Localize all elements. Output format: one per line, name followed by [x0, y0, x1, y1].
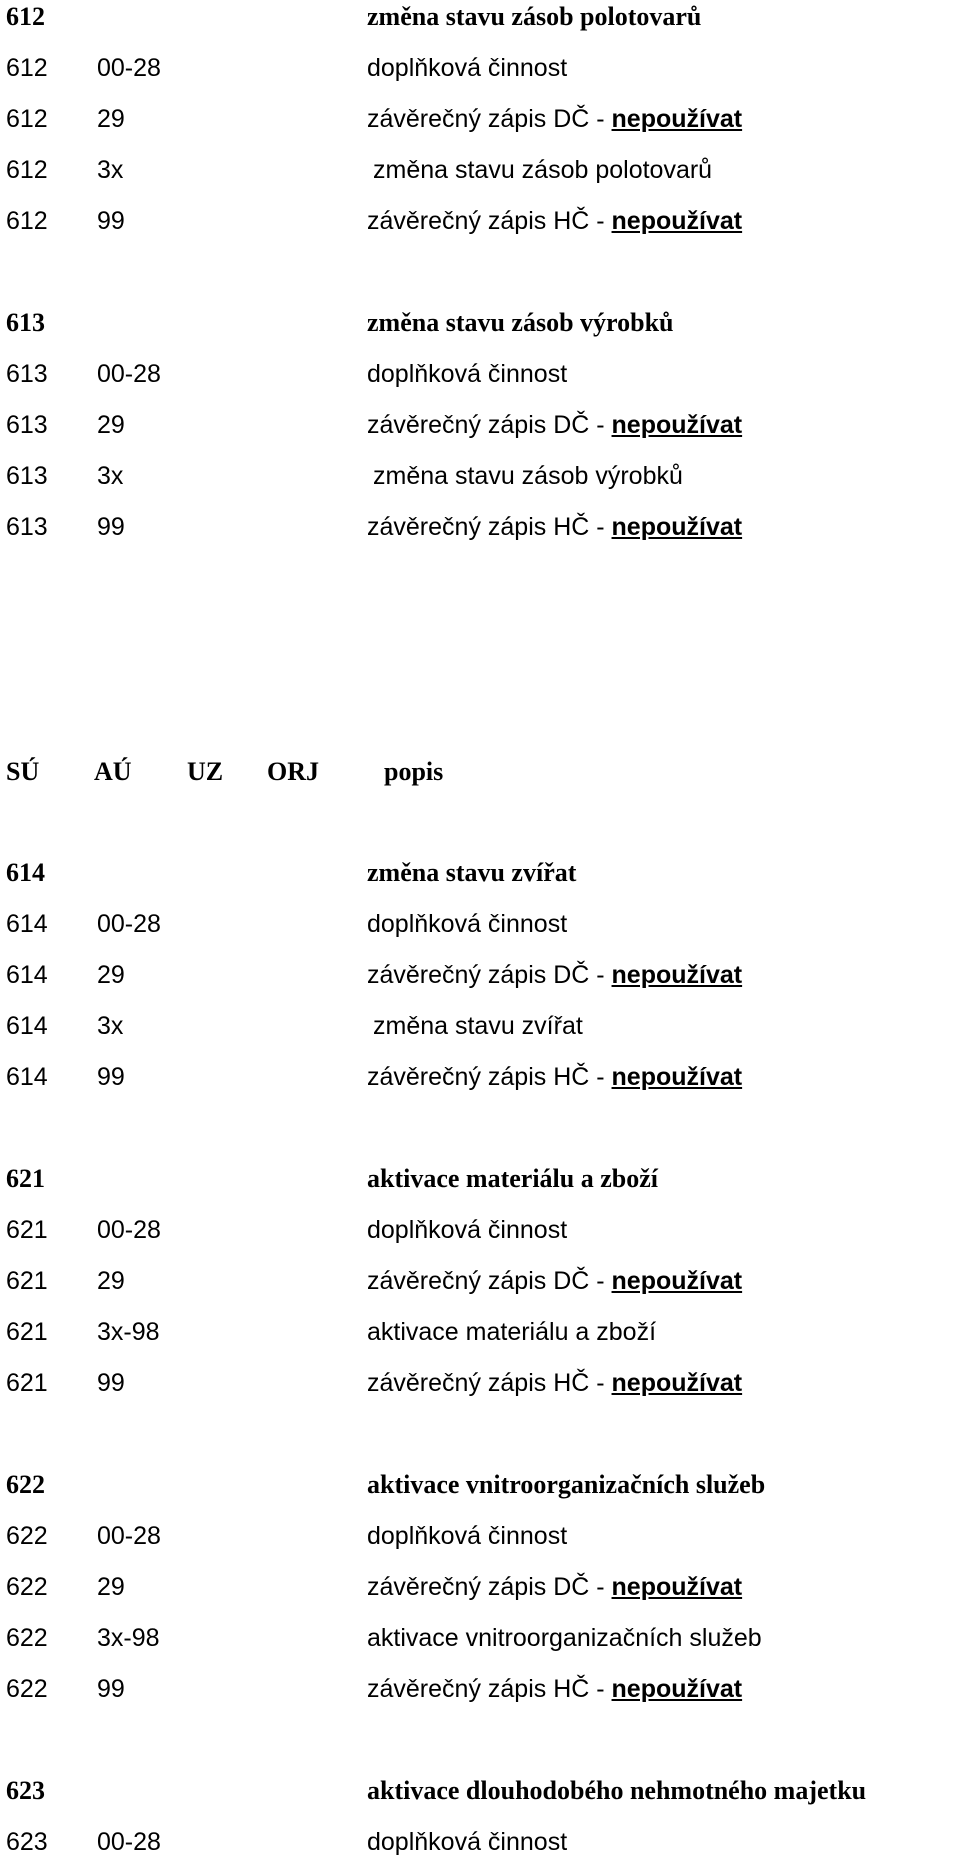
- description: [367, 201, 742, 241]
- description: doplňková činnost: [367, 1216, 568, 1244]
- account-number: 622: [6, 1470, 45, 1499]
- account-number: 613: [6, 360, 48, 388]
- account-number: 613: [6, 513, 48, 541]
- account-number: 621: [6, 1216, 48, 1244]
- account-number: 612: [6, 2, 45, 31]
- account-number: 622: [6, 1675, 48, 1703]
- table-row: [0, 99, 960, 139]
- account-number: 613: [6, 308, 45, 337]
- table-row: [0, 904, 960, 944]
- description: [367, 955, 742, 995]
- header-popis: popis: [384, 757, 444, 786]
- account-number: 614: [6, 1063, 48, 1091]
- description-text: závěrečný zápis HČ -: [367, 207, 605, 235]
- table-row: [0, 1261, 960, 1301]
- analytic-code: 00-28: [97, 1216, 161, 1244]
- group-title-row-621: [0, 1159, 960, 1199]
- description-text: závěrečný zápis DČ -: [367, 105, 605, 133]
- warning-label: nepoužívat: [611, 1675, 743, 1703]
- table-header: [0, 752, 960, 792]
- group-title-row-613: [0, 303, 960, 343]
- table-row: [0, 507, 960, 547]
- account-number: 622: [6, 1522, 48, 1550]
- account-number: 623: [6, 1776, 45, 1805]
- analytic-code: 3x: [97, 462, 124, 490]
- analytic-code: 99: [97, 1369, 125, 1397]
- description-text: závěrečný zápis DČ -: [367, 1573, 605, 1601]
- description: změna stavu zásob polotovarů: [373, 156, 713, 184]
- analytic-code: 99: [97, 513, 125, 541]
- description-text: závěrečný zápis DČ -: [367, 1267, 605, 1295]
- description: [367, 1261, 742, 1301]
- account-number: 614: [6, 1012, 48, 1040]
- group-title-row-614: [0, 853, 960, 893]
- description: změna stavu zásob výrobků: [373, 462, 683, 490]
- analytic-code: 99: [97, 1063, 125, 1091]
- description: doplňková činnost: [367, 910, 568, 938]
- group-title-row-612: [0, 0, 960, 37]
- description: [367, 1567, 742, 1607]
- table-row: [0, 1363, 960, 1403]
- table-row: [0, 1057, 960, 1097]
- analytic-code: 00-28: [97, 1522, 161, 1550]
- header-au: AÚ: [94, 757, 132, 786]
- description: doplňková činnost: [367, 1828, 568, 1856]
- description: [367, 1363, 742, 1403]
- account-number: 614: [6, 910, 48, 938]
- account-number: 612: [6, 207, 48, 235]
- description-text: závěrečný zápis HČ -: [367, 1369, 605, 1397]
- description: aktivace materiálu a zboží: [367, 1318, 657, 1346]
- account-number: 614: [6, 858, 45, 887]
- warning-label: nepoužívat: [611, 513, 743, 541]
- table-row: [0, 456, 960, 496]
- description-text: závěrečný zápis HČ -: [367, 513, 605, 541]
- description-text: závěrečný zápis HČ -: [367, 1675, 605, 1703]
- description: doplňková činnost: [367, 1522, 568, 1550]
- header-orj: ORJ: [267, 757, 319, 786]
- analytic-code: 29: [97, 961, 125, 989]
- analytic-code: 99: [97, 207, 125, 235]
- analytic-code: 3x-98: [97, 1318, 160, 1346]
- group-title: aktivace vnitroorganizačních služeb: [367, 1470, 766, 1499]
- account-number: 621: [6, 1318, 48, 1346]
- warning-label: nepoužívat: [611, 961, 743, 989]
- description: [367, 1057, 742, 1097]
- warning-label: nepoužívat: [611, 1573, 743, 1601]
- account-number: 613: [6, 462, 48, 490]
- account-number: 612: [6, 105, 48, 133]
- table-row: [0, 48, 960, 88]
- table-row: [0, 1669, 960, 1709]
- table-row: [0, 201, 960, 241]
- table-row: [0, 1210, 960, 1250]
- table-row: [0, 354, 960, 394]
- analytic-code: 29: [97, 1573, 125, 1601]
- warning-label: nepoužívat: [611, 411, 743, 439]
- analytic-code: 3x: [97, 1012, 124, 1040]
- account-number: 612: [6, 54, 48, 82]
- analytic-code: 00-28: [97, 910, 161, 938]
- table-row: [0, 405, 960, 445]
- account-number: 614: [6, 961, 48, 989]
- table-row: [0, 1006, 960, 1046]
- description-text: závěrečný zápis HČ -: [367, 1063, 605, 1091]
- analytic-code: 00-28: [97, 54, 161, 82]
- description: [367, 507, 742, 547]
- description: aktivace vnitroorganizačních služeb: [367, 1624, 762, 1652]
- table-row: [0, 1822, 960, 1862]
- account-number: 623: [6, 1828, 48, 1856]
- description: změna stavu zvířat: [373, 1012, 583, 1040]
- analytic-code: 00-28: [97, 360, 161, 388]
- header-su: SÚ: [6, 757, 40, 786]
- analytic-code: 29: [97, 1267, 125, 1295]
- table-row: [0, 1516, 960, 1556]
- table-row: [0, 955, 960, 995]
- group-title: aktivace dlouhodobého nehmotného majetku: [367, 1776, 867, 1805]
- warning-label: nepoužívat: [611, 1267, 743, 1295]
- group-title: změna stavu zásob polotovarů: [367, 2, 702, 31]
- account-number: 622: [6, 1573, 48, 1601]
- group-title: změna stavu zásob výrobků: [367, 308, 674, 337]
- group-title: změna stavu zvířat: [367, 858, 577, 887]
- account-number: 622: [6, 1624, 48, 1652]
- account-number: 613: [6, 411, 48, 439]
- table-row: [0, 150, 960, 190]
- warning-label: nepoužívat: [611, 1063, 743, 1091]
- account-number: 621: [6, 1267, 48, 1295]
- description-text: závěrečný zápis DČ -: [367, 961, 605, 989]
- analytic-code: 99: [97, 1675, 125, 1703]
- analytic-code: 3x: [97, 156, 124, 184]
- group-title: aktivace materiálu a zboží: [367, 1164, 658, 1193]
- group-title-row-623: [0, 1771, 960, 1811]
- header-uz: UZ: [187, 757, 224, 786]
- analytic-code: 00-28: [97, 1828, 161, 1856]
- analytic-code: 29: [97, 105, 125, 133]
- description: [367, 99, 742, 139]
- description: doplňková činnost: [367, 54, 568, 82]
- group-title-row-622: [0, 1465, 960, 1505]
- account-number: 621: [6, 1164, 45, 1193]
- warning-label: nepoužívat: [611, 207, 743, 235]
- analytic-code: 3x-98: [97, 1624, 160, 1652]
- warning-label: nepoužívat: [611, 105, 743, 133]
- description-text: závěrečný zápis DČ -: [367, 411, 605, 439]
- warning-label: nepoužívat: [611, 1369, 743, 1397]
- account-number: 621: [6, 1369, 48, 1397]
- description: doplňková činnost: [367, 360, 568, 388]
- table-row: [0, 1618, 960, 1658]
- table-row: [0, 1567, 960, 1607]
- account-number: 612: [6, 156, 48, 184]
- description: [367, 1669, 742, 1709]
- analytic-code: 29: [97, 411, 125, 439]
- description: [367, 405, 742, 445]
- table-row: [0, 1312, 960, 1352]
